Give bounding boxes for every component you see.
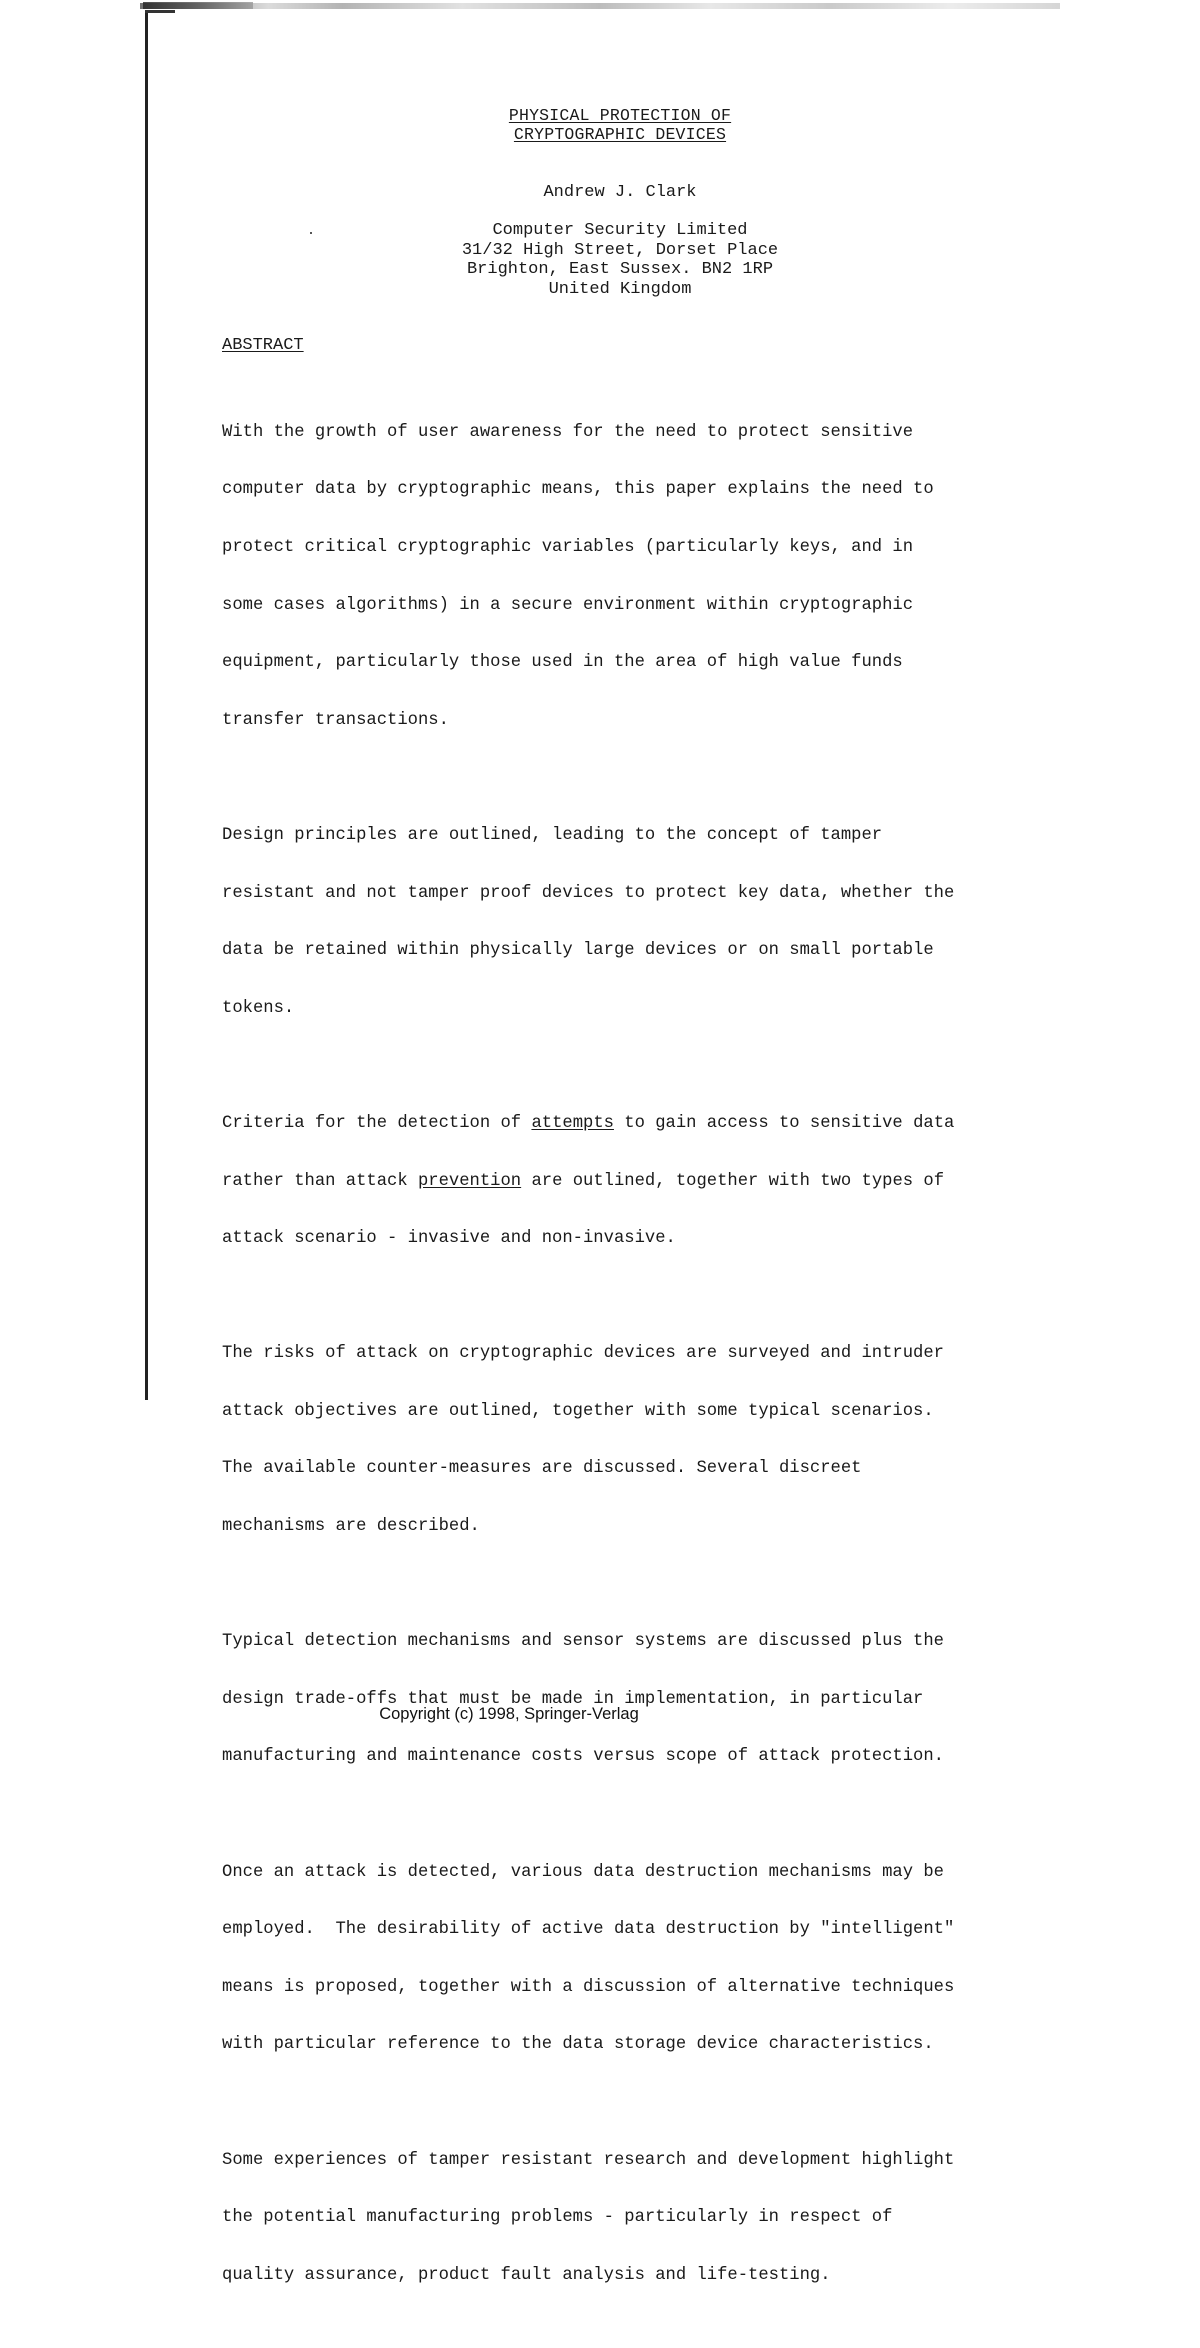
text-line: mechanisms are described. — [222, 1517, 480, 1537]
text-segment: are outlined, together with two types of — [521, 1171, 945, 1191]
underlined-word-prevention: prevention — [417, 1171, 522, 1191]
text-line — [222, 1110, 1052, 1139]
text-segment: to gain access to sensitive data — [613, 1113, 955, 1133]
text-line: the potential manufacturing problems - particularly in respect of — [222, 2208, 893, 2228]
author-affiliation — [380, 221, 860, 299]
scan-edge-top — [140, 3, 1060, 9]
text-line: with particular reference to the data storage device characteristics. — [222, 2035, 934, 2055]
scan-edge-left — [145, 10, 148, 1400]
text-line: attack scenario - invasive and non-invasive. — [222, 1229, 676, 1249]
title-line-2: CRYPTOGRAPHIC DEVICES — [513, 125, 727, 144]
abstract-paragraph-5 — [222, 1599, 1052, 1801]
text-line: computer data by cryptographic means, this paper explains the need to — [222, 480, 934, 500]
text-line: protect critical cryptographic variables (particularly keys, and in — [222, 537, 914, 557]
abstract-paragraph-6 — [222, 1830, 1052, 2089]
text-line: The available counter-measures are discussed. Several discreet — [222, 1459, 862, 1479]
text-line: resistant and not tamper proof devices to protect key data, whether the — [222, 883, 955, 903]
abstract-paragraph-3 — [222, 1081, 1052, 1283]
text-line: equipment, particularly those used in the area of high value funds — [222, 653, 903, 673]
text-line: Some experiences of tamper resistant research and development highlight — [222, 2150, 955, 2170]
paper-title — [400, 106, 840, 144]
text-line: Typical detection mechanisms and sensor systems are discussed plus the — [222, 1632, 944, 1652]
affiliation-street: 31/32 High Street, Dorset Place — [461, 240, 779, 260]
author-name: Andrew J. Clark — [543, 183, 697, 202]
text-line: quality assurance, product fault analysis and life-testing. — [222, 2265, 831, 2285]
affiliation-country: United Kingdom — [548, 279, 692, 299]
text-line — [222, 1168, 1052, 1197]
text-line: The risks of attack on cryptographic devices are surveyed and intruder — [222, 1344, 944, 1364]
text-segment: Criteria for the detection of — [222, 1113, 532, 1133]
text-line: some cases algorithms) in a secure environment within cryptographic — [222, 595, 914, 615]
copyright-notice: Copyright (c) 1998, Springer-Verlag — [379, 1705, 639, 1723]
underlined-word-attempts: attempts — [531, 1113, 614, 1133]
abstract-body — [222, 390, 1052, 2348]
text-line: transfer transactions. — [222, 710, 449, 730]
title-line-1: PHYSICAL PROTECTION OF — [508, 106, 732, 125]
affiliation-city: Brighton, East Sussex. BN2 1RP — [466, 260, 774, 279]
abstract-paragraph-7 — [222, 2118, 1052, 2320]
scan-speck — [310, 232, 312, 234]
text-line: attack objectives are outlined, together with some typical scenarios. — [222, 1401, 934, 1421]
text-line: tokens. — [222, 998, 295, 1018]
text-line: Once an attack is detected, various data destruction mechanisms may be — [222, 1862, 944, 1882]
text-line: Design principles are outlined, leading to the concept of tamper — [222, 825, 883, 845]
text-line: data be retained within physically large devices or on small portable — [222, 941, 934, 961]
abstract-paragraph-2 — [222, 793, 1052, 1052]
text-line: employed. The desirability of active data destruction by "intelligent" — [222, 1920, 955, 1940]
scan-edge-corner — [145, 10, 175, 13]
abstract-paragraph-1 — [222, 390, 1052, 764]
text-line: With the growth of user awareness for the need to protect sensitive — [222, 422, 914, 442]
abstract-heading: ABSTRACT — [222, 336, 304, 355]
abstract-paragraph-4 — [222, 1312, 1052, 1571]
text-line: manufacturing and maintenance costs versus scope of attack protection. — [222, 1747, 944, 1767]
text-segment: rather than attack — [222, 1171, 418, 1191]
text-line: design trade-offs that must be made in implementation, in particular — [222, 1689, 924, 1709]
scan-edge-top-dark — [143, 2, 253, 9]
affiliation-org: Computer Security Limited — [492, 221, 748, 240]
text-line: means is proposed, together with a discussion of alternative techniques — [222, 1977, 955, 1997]
